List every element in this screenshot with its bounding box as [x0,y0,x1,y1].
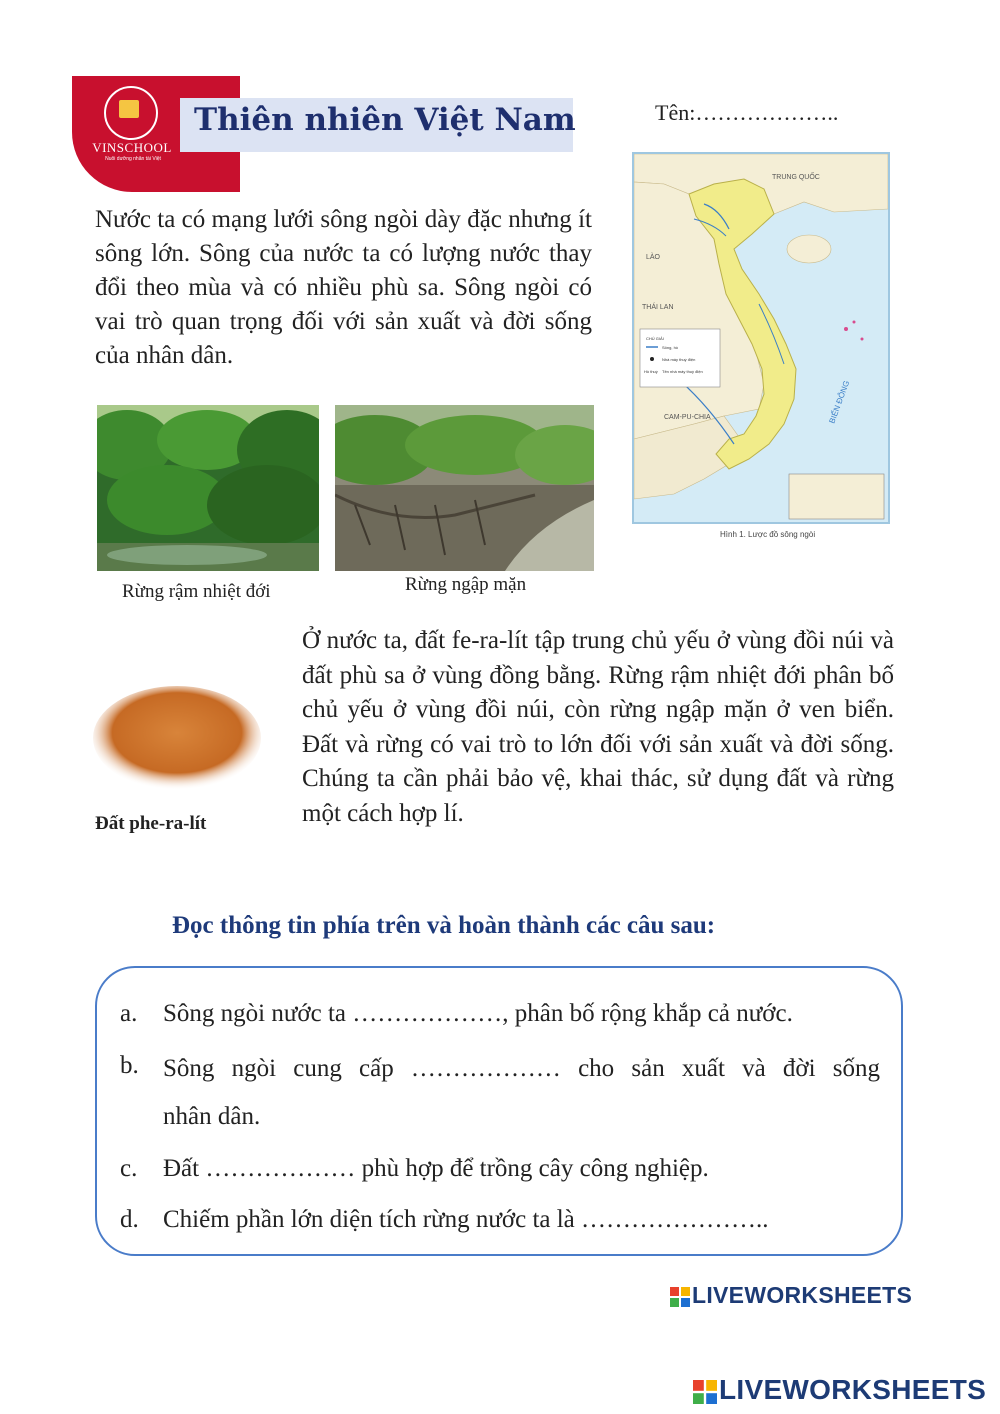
map-label-laos: LÀO [646,254,661,261]
liveworksheets-logo-footer [693,1374,986,1406]
rainforest-caption: Rừng rậm nhiệt đới [122,581,271,602]
brand-squares-icon [693,1380,717,1404]
question-text[interactable]: Đất ……………… phù hợp để trồng cây công nghiệp. [163,1155,709,1182]
feralit-soil-image [92,685,262,791]
question-text[interactable]: Sông ngòi nước ta ………………, phân bố rộng khắp cả nước. [163,1000,793,1027]
legend-lake: Hồ thuỷ [644,369,658,374]
legend-plant-name: Tên nhà máy thuỷ điện [662,369,703,374]
task-heading: Đọc thông tin phía trên và hoàn thành các câu sau: [172,912,716,939]
legend-hydropower: Nhà máy thuỷ điện [662,357,696,362]
question-text[interactable]: Chiếm phần lớn diện tích rừng nước ta là ………………….. [163,1206,769,1233]
question-c [120,1155,880,1195]
legend-title: CHÚ GIẢI [646,336,664,341]
brand-text: LIVEWORKSHEETS [692,1282,913,1308]
rivers-map [632,152,890,524]
logo-tagline: Nuôi dưỡng nhân tài Việt [105,156,161,162]
question-letter: d. [120,1206,139,1233]
question-letter: b. [120,1052,139,1079]
question-letter: a. [120,1000,138,1027]
legend-rivers: Sông, hồ [662,345,679,350]
brand-text: LIVEWORKSHEETS [719,1374,987,1405]
map-label-cambodia: CAM-PU-CHIA [664,414,711,421]
liveworksheets-logo [670,1282,912,1309]
map-label-east-sea: BIỂN ĐÔNG [827,379,852,425]
logo-text: VINSCHOOL [92,140,172,155]
map-label-thailand: THÁI LAN [642,304,674,311]
rainforest-photo [97,405,319,571]
intro-paragraph: Nước ta có mạng lưới sông ngòi dày đặc nhưng ít sông lớn. Sông của nước ta có lượng nước thay đổi theo mùa và có nhiều phù sa. Sông ngòi có vai trò quan trọng đối với sản xuất và đời sống của nhân dân. [95,206,592,369]
question-letter: c. [120,1155,138,1182]
brand-squares-icon [670,1287,690,1307]
mangrove-photo [335,405,594,571]
book-icon [119,100,139,118]
name-field[interactable]: Tên:……………….. [655,100,839,125]
vietnam-map-graphic [634,154,888,522]
page-title: Thiên nhiên Việt Nam [194,102,576,138]
question-a [120,1000,880,1040]
question-b [120,1052,880,1152]
mangrove-caption: Rừng ngập mặn [405,574,527,595]
map-caption: Hình 1. Lược đồ sông ngòi [720,530,816,539]
question-d [120,1206,880,1246]
question-b-continued: nhân dân. [163,1103,261,1130]
soil-label: Đất phe-ra-lít [95,813,207,834]
question-text[interactable]: Sông ngòi cung cấp ……………… cho sản xuất và đời sống [163,1055,880,1082]
map-label-china: TRUNG QUỐC [772,174,820,181]
soil-forest-paragraph: Ở nước ta, đất fe-ra-lít tập trung chủ yếu ở vùng đồi núi và đất phù sa ở vùng đồng bằng. Rừng rậm nhiệt đới phân bố chủ yếu ở vùng đồi núi, còn rừng ngập mặn ở ven biển. Đất và rừng có vai trò to lớn đối với sản xuất và đời sống. Chúng ta cần phải bảo vệ, khai thác, sử dụng đất và rừng một cách hợp lí. [302,627,894,827]
